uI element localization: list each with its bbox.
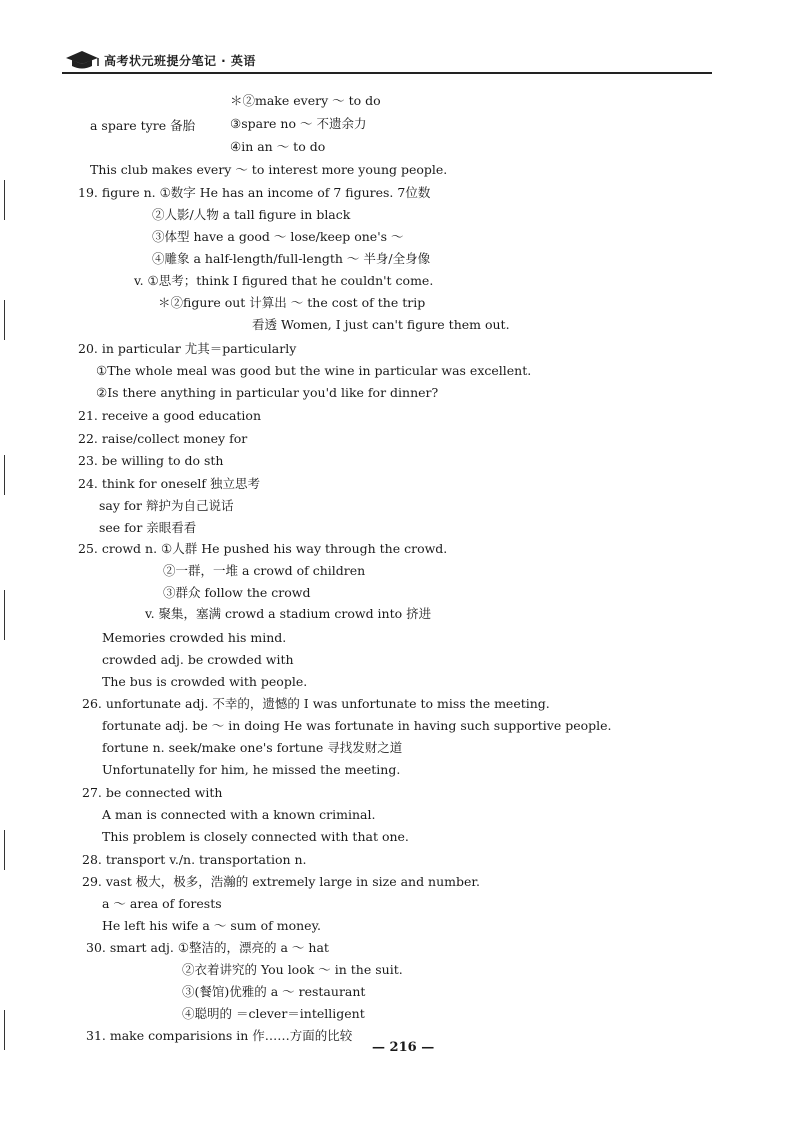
text-line: 24. think for oneself 独立思考 xyxy=(78,476,261,491)
text-line: ③spare no ～ 不遗余力 xyxy=(230,116,367,131)
text-line: v. 聚集，塞满 crowd a stadium crowd into 挤进 xyxy=(145,606,432,621)
text-line: 19. figure n. ①数字 He has an income of 7 figures. 7位数 xyxy=(78,185,431,200)
text-line: 29. vast 极大，极多，浩瀚的 extremely large in size and number. xyxy=(82,874,480,889)
text-line: ②Is there anything in particular you'd like for dinner? xyxy=(96,385,439,400)
text-line: ③体型 have a good ～ lose/keep one's ～ xyxy=(152,229,404,244)
text-line: 28. transport v./n. transportation n. xyxy=(82,852,307,867)
text-line: He left his wife a ～ sum of money. xyxy=(102,918,321,933)
text-line: This problem is closely connected with that one. xyxy=(102,829,409,844)
text-line: 20. in particular 尤其＝particularly xyxy=(78,341,297,356)
page-header xyxy=(62,48,712,74)
text-line: 21. receive a good education xyxy=(78,408,262,423)
text-line: a ～ area of forests xyxy=(102,896,222,911)
text-line: fortune n. seek/make one's fortune 寻找发财之道 xyxy=(102,740,403,755)
text-line: see for 亲眼看看 xyxy=(99,520,197,535)
text-line: ②一群，一堆 a crowd of children xyxy=(163,563,366,578)
header-title: 高考状元班提分笔记 · 英语 xyxy=(104,54,256,68)
text-line: Unfortunatelly for him, he missed the meeting. xyxy=(102,762,401,777)
scan-edge-mark xyxy=(4,180,5,220)
text-line: A man is connected with a known criminal. xyxy=(102,807,376,822)
text-line: ③群众 follow the crowd xyxy=(163,585,311,600)
text-line: 22. raise/collect money for xyxy=(78,431,248,446)
text-line: ④in an ～ to do xyxy=(230,139,326,154)
text-line: The bus is crowded with people. xyxy=(102,674,308,689)
scan-edge-mark xyxy=(4,590,5,640)
text-line: ④雕象 a half-length/full-length ～ 半身/全身像 xyxy=(152,251,431,266)
text-line: a spare tyre 备胎 xyxy=(90,118,196,133)
text-line: ②人影/人物 a tall figure in black xyxy=(152,207,351,222)
text-line: ①The whole meal was good but the wine in particular was excellent. xyxy=(96,363,532,378)
text-line: Memories crowded his mind. xyxy=(102,630,287,645)
graduation-cap-icon xyxy=(62,50,102,74)
text-line: say for 辩护为自己说话 xyxy=(99,498,234,513)
text-line: 看透 Women, I just can't figure them out. xyxy=(252,317,510,332)
text-line: ③(餐馆)优雅的 a ～ restaurant xyxy=(182,984,366,999)
page-number: — 216 — xyxy=(372,1040,435,1055)
text-line: fortunate adj. be ～ in doing He was fortunate in having such supportive people. xyxy=(102,718,612,733)
text-line: This club makes every ～ to interest more young people. xyxy=(90,162,448,177)
text-line: 27. be connected with xyxy=(82,785,223,800)
text-line: 26. unfortunate adj. 不幸的，遗憾的 I was unfortunate to miss the meeting. xyxy=(82,696,550,711)
text-line: crowded adj. be crowded with xyxy=(102,652,294,667)
scan-edge-mark xyxy=(4,455,5,495)
text-line: 30. smart adj. ①整洁的，漂亮的 a ～ hat xyxy=(86,940,329,955)
text-line: 31. make comparisions in 作……方面的比较 xyxy=(86,1028,353,1043)
scan-edge-mark xyxy=(4,1010,5,1050)
text-line: v. ①思考；think I figured that he couldn't come. xyxy=(134,273,434,288)
text-line: ＊②figure out 计算出 ～ the cost of the trip xyxy=(158,295,426,310)
text-line: ＊②make every ～ to do xyxy=(230,93,381,108)
text-line: 23. be willing to do sth xyxy=(78,453,224,468)
text-line: 25. crowd n. ①人群 He pushed his way through the crowd. xyxy=(78,541,448,556)
text-line: ④聪明的 ＝clever＝intelligent xyxy=(182,1006,365,1021)
scan-edge-mark xyxy=(4,300,5,340)
scan-edge-mark xyxy=(4,830,5,870)
text-line: ②衣着讲究的 You look ～ in the suit. xyxy=(182,962,403,977)
